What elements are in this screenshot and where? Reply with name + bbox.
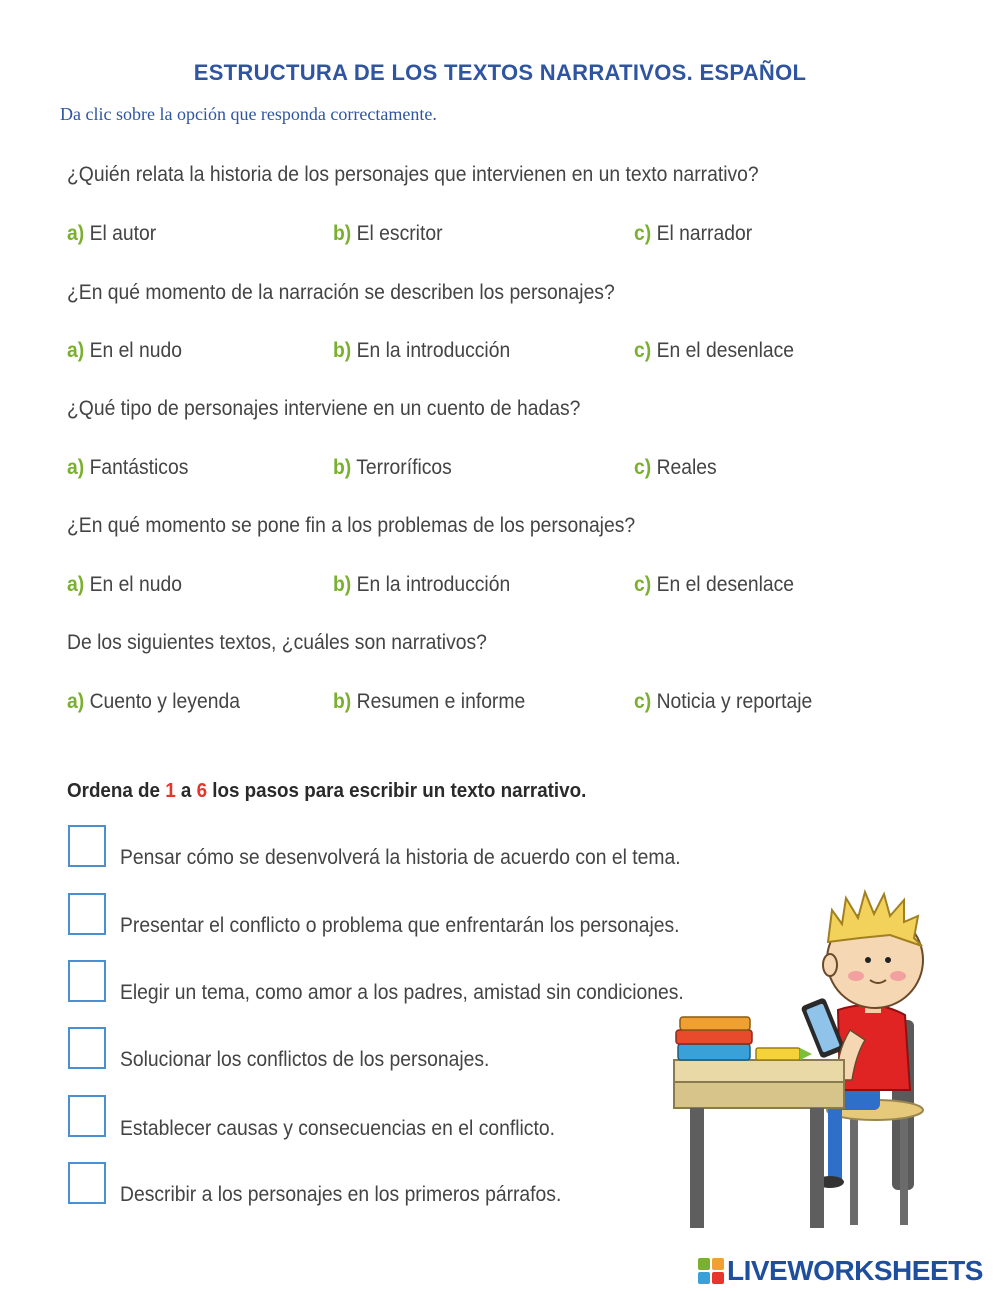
option-letter: a) [67, 339, 85, 362]
question-1-option-b[interactable] [333, 222, 443, 246]
crayon-tip [800, 1048, 812, 1060]
option-label: Reales [656, 456, 717, 479]
option-letter: b) [333, 690, 352, 713]
option-letter: b) [333, 573, 352, 596]
question-4-text: ¿En qué momento se pone fin a los problemas de los personajes? [67, 514, 636, 537]
option-label: En el nudo [89, 573, 182, 596]
question-2-option-c[interactable] [634, 339, 794, 363]
question-4-option-c[interactable] [634, 573, 794, 597]
option-label: En el desenlace [656, 339, 795, 362]
option-letter: b) [333, 222, 352, 245]
question-2-option-a[interactable] [67, 339, 182, 363]
step-5-order-box[interactable] [68, 1095, 106, 1137]
option-letter: c) [634, 456, 652, 479]
book [680, 1017, 750, 1030]
question-2-text: ¿En qué momento de la narración se describen los personajes? [67, 281, 615, 304]
option-letter: c) [634, 222, 652, 245]
desk-leg [690, 1108, 704, 1228]
question-5-option-c[interactable] [634, 690, 812, 714]
option-label: El narrador [656, 222, 753, 245]
ordering-heading-middle: a [175, 780, 197, 802]
option-letter: b) [333, 339, 352, 362]
book [678, 1044, 750, 1060]
step-5-text: Establecer causas y consecuencias en el conflicto. [120, 1117, 555, 1140]
step-6-text: Describir a los personajes en los primeros párrafos. [120, 1183, 562, 1206]
step-1-text: Pensar cómo se desenvolverá la historia de acuerdo con el tema. [120, 846, 681, 869]
option-label: El escritor [356, 222, 443, 245]
option-letter: a) [67, 690, 85, 713]
option-letter: a) [67, 222, 85, 245]
step-2-text: Presentar el conflicto o problema que enfrentarán los personajes. [120, 914, 680, 937]
page-title: ESTRUCTURA DE LOS TEXTOS NARRATIVOS. ESPAÑOL [193, 60, 807, 85]
boy-at-desk-illustration [660, 880, 940, 1240]
question-5-option-b[interactable] [333, 690, 525, 714]
brand-name: LIVEWORKSHEETS [727, 1255, 983, 1286]
ordering-to-number: 6 [196, 780, 208, 802]
question-3-option-a[interactable] [67, 456, 188, 480]
question-3-option-b[interactable] [333, 456, 452, 480]
ordering-heading [67, 780, 586, 803]
boy-eye [885, 957, 891, 963]
desk-leg [810, 1108, 824, 1228]
chair-leg [900, 1110, 908, 1225]
step-3-text: Elegir un tema, como amor a los padres, amistad sin condiciones. [120, 981, 684, 1004]
desk-front [674, 1082, 844, 1108]
ordering-heading-end: los pasos para escribir un texto narrativo. [207, 780, 587, 802]
option-label: Resumen e informe [356, 690, 526, 713]
question-3-option-c[interactable] [634, 456, 717, 480]
question-3-text: ¿Qué tipo de personajes interviene en un cuento de hadas? [67, 397, 581, 420]
boy-cheek [890, 971, 906, 981]
option-letter: c) [634, 690, 652, 713]
option-label: En el nudo [89, 339, 182, 362]
boy-eye [865, 957, 871, 963]
step-1-order-box[interactable] [68, 825, 106, 867]
question-1-text: ¿Quién relata la historia de los personajes que intervienen en un texto narrativo? [67, 163, 759, 186]
ordering-heading-start: Ordena de [67, 780, 166, 802]
question-4-option-b[interactable] [333, 573, 510, 597]
option-label: Noticia y reportaje [656, 690, 813, 713]
step-6-order-box[interactable] [68, 1162, 106, 1204]
option-letter: c) [634, 339, 652, 362]
option-letter: c) [634, 573, 652, 596]
step-4-text: Solucionar los conflictos de los personajes. [120, 1048, 490, 1071]
boy-cheek [848, 971, 864, 981]
chair-leg [850, 1110, 858, 1225]
step-2-order-box[interactable] [68, 893, 106, 935]
option-label: Terroríficos [356, 456, 452, 479]
boy-ear [823, 954, 837, 976]
option-label: Cuento y leyenda [89, 690, 240, 713]
question-5-text: De los siguientes textos, ¿cuáles son narrativos? [67, 631, 487, 654]
question-1-option-c[interactable] [634, 222, 752, 246]
option-label: En el desenlace [656, 573, 795, 596]
question-4-option-a[interactable] [67, 573, 182, 597]
crayon [756, 1048, 800, 1060]
liveworksheets-logo[interactable] [698, 1253, 983, 1289]
question-5-option-a[interactable] [67, 690, 240, 714]
question-2-option-b[interactable] [333, 339, 510, 363]
option-letter: b) [333, 456, 352, 479]
desk-top [674, 1060, 844, 1082]
step-4-order-box[interactable] [68, 1027, 106, 1069]
option-label: En la introducción [356, 573, 511, 596]
step-3-order-box[interactable] [68, 960, 106, 1002]
option-label: El autor [89, 222, 157, 245]
option-label: En la introducción [356, 339, 511, 362]
option-label: Fantásticos [89, 456, 189, 479]
question-1-option-a[interactable] [67, 222, 156, 246]
option-letter: a) [67, 456, 85, 479]
instruction-text: Da clic sobre la opción que responda correctamente. [60, 104, 437, 124]
liveworksheets-logo-icon [698, 1258, 724, 1284]
option-letter: a) [67, 573, 85, 596]
book [676, 1030, 752, 1044]
ordering-from-number: 1 [165, 780, 176, 802]
